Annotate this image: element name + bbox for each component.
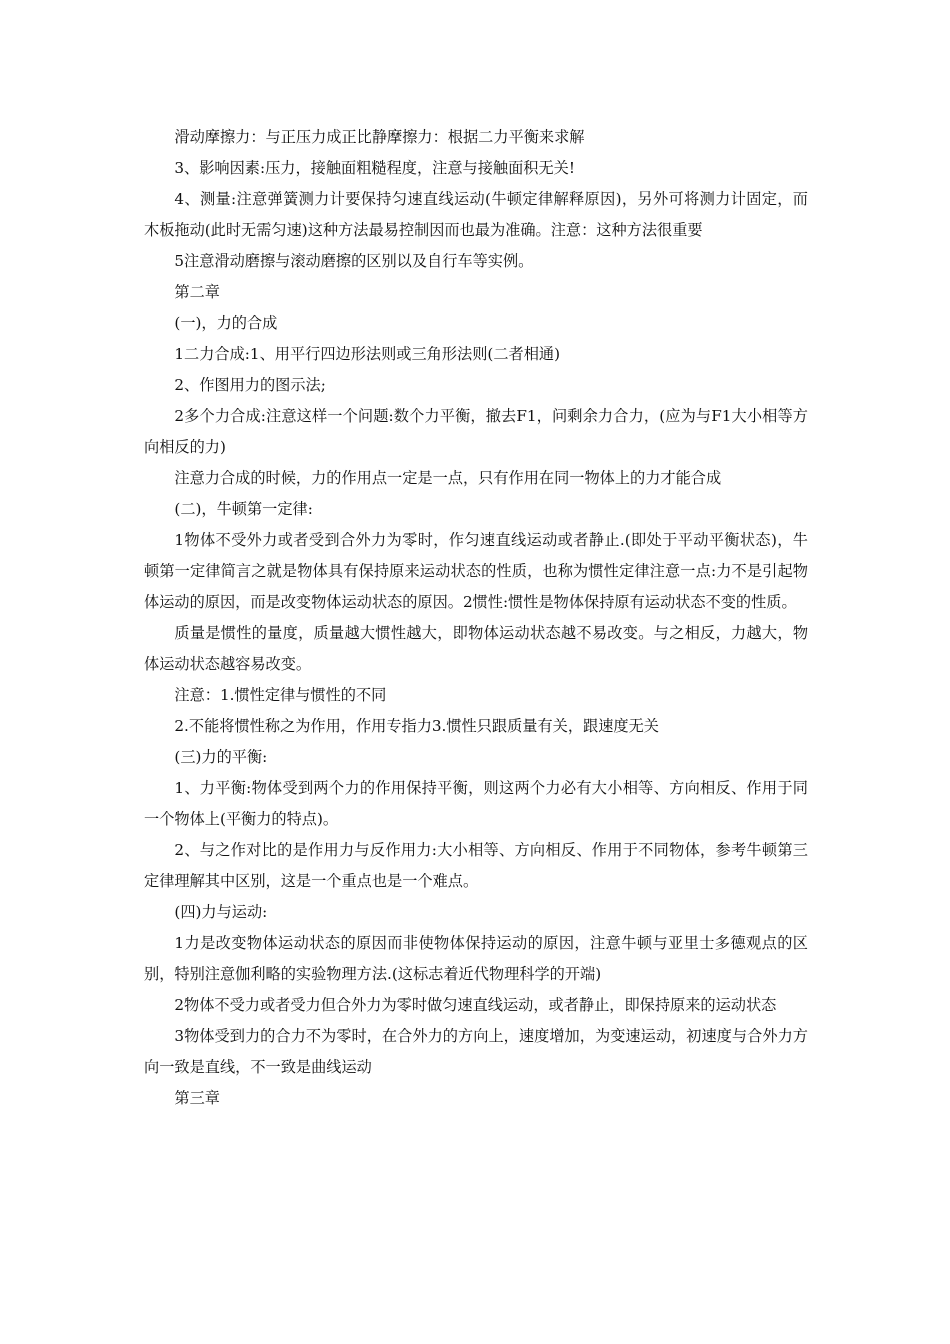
paragraph: 1力是改变物体运动状态的原因而非使物体保持运动的原因，注意牛顿与亚里士多德观点的区别，特别注意伽利略的实验物理方法.(这标志着近代物理科学的开端) xyxy=(144,934,808,983)
paragraph: 注意：1.惯性定律与惯性的不同 xyxy=(174,686,387,704)
paragraph: 1物体不受外力或者受到合外力为零时，作匀速直线运动或者静止.(即处于平动平衡状态)，牛顿第一定律简言之就是物体具有保持原来运动状态的性质，也称为惯性定律注意一点:力不是引起物体运动的原因，而是改变物体运动状态的原因。2惯性:惯性是物体保持原有运动状态不变的性质。 xyxy=(144,531,808,611)
paragraph: 3、影响因素:压力，接触面粗糙程度，注意与接触面积无关! xyxy=(174,159,575,177)
paragraph: 1二力合成:1、用平行四边形法则或三角形法则(二者相通) xyxy=(174,345,560,363)
paragraph: 注意力合成的时候，力的作用点一定是一点，只有作用在同一物体上的力才能合成 xyxy=(174,469,722,487)
paragraph: 2、与之作对比的是作用力与反作用力:大小相等、方向相反、作用于不同物体，参考牛顿第三定律理解其中区别，这是一个重点也是一个难点。 xyxy=(144,841,808,890)
paragraph: 滑动摩擦力：与正压力成正比静摩擦力：根据二力平衡来求解 xyxy=(174,128,585,146)
section-heading: (四)力与运动: xyxy=(174,903,268,921)
paragraph: 2物体不受力或者受力但合外力为零时做匀速直线运动，或者静止，即保持原来的运动状态 xyxy=(174,996,777,1014)
document-body xyxy=(144,122,808,1114)
paragraph: 2.不能将惯性称之为作用，作用专指力3.惯性只跟质量有关，跟速度无关 xyxy=(174,717,659,735)
chapter-heading: 第二章 xyxy=(174,283,220,301)
paragraph: 2多个力合成:注意这样一个问题:数个力平衡，撤去F1，问剩余力合力，(应为与F1大小相等方向相反的力) xyxy=(144,407,808,456)
paragraph: 3物体受到力的合力不为零时，在合外力的方向上，速度增加，为变速运动，初速度与合外力方向一致是直线，不一致是曲线运动 xyxy=(144,1027,808,1076)
paragraph: 4、测量:注意弹簧测力计要保持匀速直线运动(牛顿定律解释原因)，另外可将测力计固定，而木板拖动(此时无需匀速)这种方法最易控制因而也最为准确。注意：这种方法很重要 xyxy=(144,190,808,239)
chapter-heading: 第三章 xyxy=(174,1089,220,1107)
section-heading: (二)，牛顿第一定律: xyxy=(174,500,313,518)
section-heading: (三)力的平衡: xyxy=(174,748,268,766)
paragraph: 5注意滑动磨擦与滚动磨擦的区别以及自行车等实例。 xyxy=(174,252,534,270)
paragraph: 2、作图用力的图示法; xyxy=(174,376,326,394)
paragraph: 质量是惯性的量度，质量越大惯性越大，即物体运动状态越不易改变。与之相反，力越大，物体运动状态越容易改变。 xyxy=(144,624,808,673)
section-heading: (一)，力的合成 xyxy=(174,314,278,332)
paragraph: 1、力平衡:物体受到两个力的作用保持平衡，则这两个力必有大小相等、方向相反、作用于同一个物体上(平衡力的特点)。 xyxy=(144,779,808,828)
